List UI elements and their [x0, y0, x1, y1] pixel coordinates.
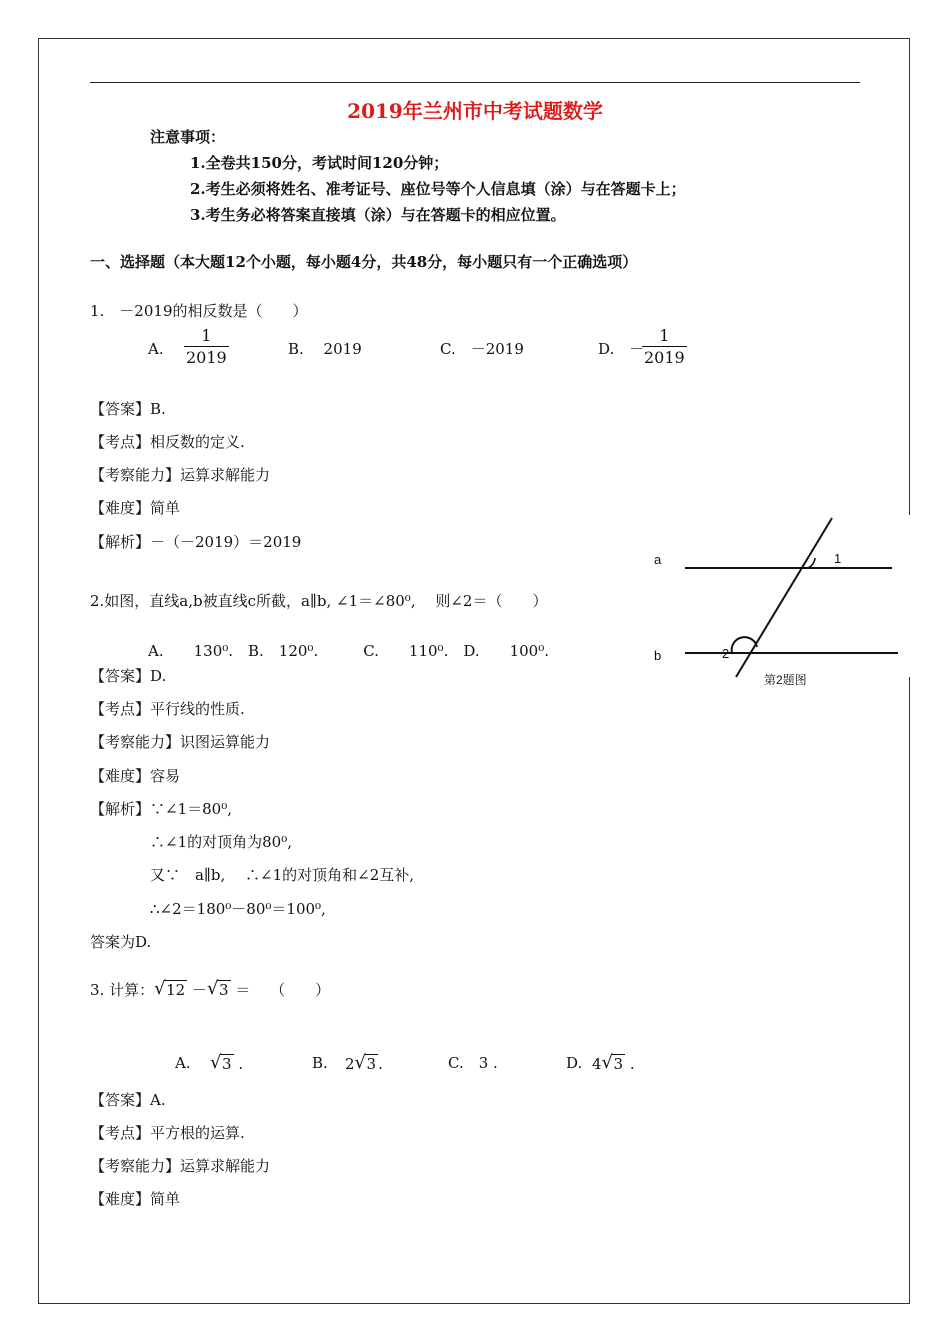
- option-end: .: [378, 1055, 383, 1073]
- analysis-line: 【解析】－（－2019）＝2019: [90, 533, 302, 551]
- sqrt-icon: √: [354, 1052, 367, 1073]
- ability-line: 【考察能力】运算求解能力: [90, 1157, 271, 1175]
- radicand: 12: [166, 981, 186, 999]
- fraction-numerator: 1: [642, 326, 687, 347]
- difficulty-line: 【难度】容易: [90, 767, 181, 785]
- question-stem: 1. －2019的相反数是（ ）: [90, 302, 308, 320]
- difficulty-line: 【难度】简单: [90, 1190, 181, 1208]
- sqrt-expression: [602, 1054, 626, 1073]
- fraction: [184, 326, 229, 369]
- section-heading: 一、选择题（本大题12个小题，每小题4分，共48分，每小题只有一个正确选项）: [90, 253, 638, 271]
- sqrt-expression: [154, 980, 187, 999]
- fraction-denominator: 2019: [644, 348, 685, 367]
- fraction-denominator: 2019: [186, 348, 227, 367]
- notice-item: 3.考生务必将答案直接填（涂）与在答题卡的相应位置。: [190, 206, 566, 224]
- radicand: 3: [222, 1055, 232, 1073]
- option-value: [345, 1054, 383, 1073]
- question-stem: 2.如图，直线a,b被直线c所截，a∥b, ∠1＝∠80⁰, 则∠2＝（ ）: [90, 592, 548, 610]
- point-line: 【考点】平行线的性质.: [90, 700, 245, 718]
- option-text: B. 2019: [288, 340, 362, 358]
- coefficient: 4: [592, 1055, 602, 1073]
- fraction-numerator: 1: [184, 326, 229, 347]
- point-line: 【考点】相反数的定义.: [90, 433, 245, 451]
- label-angle-2: 2: [722, 646, 730, 661]
- label-b: b: [654, 648, 662, 663]
- analysis-line: 答案为D.: [90, 933, 152, 951]
- coefficient: 2: [345, 1055, 355, 1073]
- ability-line: 【考察能力】识图运算能力: [90, 733, 271, 751]
- radicand: 3: [613, 1055, 624, 1073]
- notice-heading: 注意事项：: [150, 128, 226, 146]
- option-label: D. －: [598, 340, 645, 358]
- point-line: 【考点】平方根的运算.: [90, 1124, 245, 1142]
- sqrt-icon: √: [601, 1052, 614, 1073]
- option-label: A.: [175, 1054, 191, 1072]
- answer-line: 【答案】D.: [90, 667, 167, 685]
- sqrt-expression: [207, 980, 231, 999]
- option-label: A.: [148, 340, 164, 358]
- answer-line: 【答案】A.: [90, 1091, 166, 1109]
- analysis-line: 【解析】∵∠1＝80⁰,: [90, 800, 232, 818]
- fraction: [642, 326, 687, 369]
- sqrt-icon: √: [206, 978, 219, 999]
- option-text: C. 3 .: [448, 1054, 498, 1072]
- sqrt-expression: [210, 1054, 234, 1073]
- sqrt-icon: √: [210, 1052, 222, 1073]
- stem-prefix: 3. 计算：: [90, 981, 155, 999]
- minus-sign: －: [191, 981, 207, 999]
- stem-suffix: ＝ （ ）: [235, 981, 331, 999]
- radicand: 3: [366, 1055, 377, 1073]
- parallel-lines-figure: [640, 515, 910, 687]
- radicand: 3: [218, 981, 229, 999]
- figure-caption: 第2题图: [764, 673, 807, 687]
- question-stem: [90, 980, 330, 999]
- option-end: .: [238, 1055, 244, 1073]
- label-angle-1: 1: [834, 551, 842, 566]
- option-end: .: [629, 1055, 635, 1073]
- analysis-line: ∴∠2＝180⁰－80⁰＝100⁰,: [150, 900, 326, 918]
- difficulty-line: 【难度】简单: [90, 499, 181, 517]
- options-line: A. 130⁰. B. 120⁰. C. 110⁰. D. 100⁰.: [148, 642, 550, 660]
- analysis-line: 又∵ a∥b, ∴∠1的对顶角和∠2互补,: [150, 866, 415, 884]
- option-value: [592, 1054, 635, 1073]
- ability-line: 【考察能力】运算求解能力: [90, 466, 271, 484]
- sqrt-icon: √: [154, 978, 166, 999]
- analysis-line: ∴∠1的对顶角为80⁰,: [150, 833, 292, 851]
- notice-item: 2.考生必须将姓名、准考证号、座位号等个人信息填（涂）与在答题卡上；: [190, 180, 686, 198]
- option-label: D.: [566, 1054, 583, 1072]
- notice-item: 1.全卷共150分，考试时间120分钟；: [190, 154, 449, 172]
- option-value: [210, 1054, 243, 1073]
- header-rule: [90, 82, 860, 83]
- sqrt-expression: [355, 1054, 379, 1073]
- label-a: a: [654, 552, 662, 567]
- page-title: 2019年兰州市中考试题数学: [347, 99, 603, 123]
- option-text: C. －2019: [440, 340, 524, 358]
- answer-line: 【答案】B.: [90, 400, 166, 418]
- option-label: B.: [312, 1054, 328, 1072]
